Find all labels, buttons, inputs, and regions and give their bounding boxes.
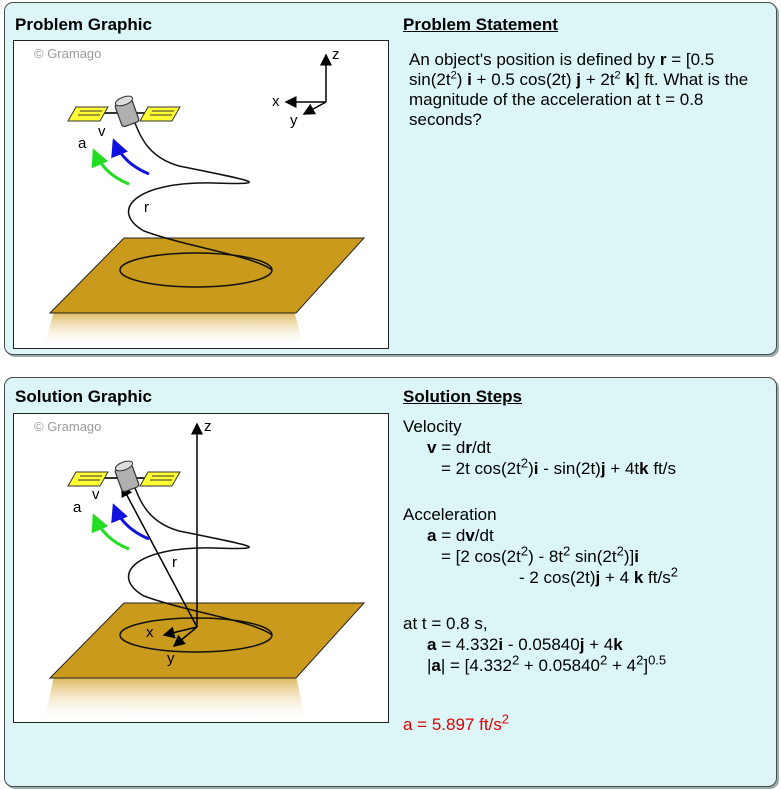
satellite-icon [68, 459, 180, 492]
velocity-line-1 [403, 437, 678, 458]
math-bold: j [579, 635, 585, 654]
math-text: | = [4.332 [440, 656, 512, 675]
y-axis-label: y [167, 650, 175, 667]
y-axis [304, 102, 326, 114]
statement-vector-r: r [659, 50, 667, 69]
satellite-icon [68, 94, 180, 127]
statement-unit-j: j [576, 70, 581, 89]
position-label: r [172, 554, 177, 571]
z-axis-label: z [332, 46, 340, 63]
math-bold: a [431, 656, 441, 675]
acceleration-line-1 [403, 525, 678, 546]
math-text: = [2 cos(2t [441, 547, 521, 566]
statement-exponent: 2 [450, 69, 457, 82]
math-text: + 4 [607, 656, 637, 675]
solution-steps [403, 416, 678, 735]
plate-shadow [44, 311, 304, 347]
math-text: ft/s [648, 459, 677, 478]
math-bold: k [613, 635, 623, 654]
velocity-arrow [114, 506, 149, 539]
problem-graphic-title: Problem Graphic [15, 15, 152, 34]
math-exponent: 2 [670, 564, 678, 580]
answer-text: a = 5.897 ft/s [403, 715, 502, 734]
math-text: | [427, 656, 432, 675]
math-text: + 4t [605, 459, 640, 478]
velocity-heading: Velocity [403, 417, 462, 436]
statement-part: ] ft. What is the magnitude of the acceleration at t = 0.8 seconds? [409, 70, 749, 129]
at-t-line-2 [403, 652, 678, 676]
velocity-line-2 [403, 455, 678, 479]
math-text: - 2 cos(2t) [519, 568, 596, 587]
math-bold: i [533, 459, 539, 478]
answer-exponent: 2 [501, 711, 509, 727]
math-text: ) [528, 459, 534, 478]
math-bold: i [634, 547, 639, 566]
math-bold: a [427, 526, 437, 545]
velocity-arrow [114, 141, 149, 174]
copyright-label: © Gramago [34, 46, 102, 61]
copyright-label: © Gramago [34, 419, 102, 434]
math-bold: j [595, 568, 601, 587]
problem-diagram [14, 41, 388, 348]
math-bold: i [498, 635, 504, 654]
math-text: + 4 [600, 568, 634, 587]
problem-statement-title: Problem Statement [403, 15, 558, 34]
solution-graphic [13, 413, 389, 723]
math-text: )] [623, 547, 635, 566]
math-exponent: 2 [636, 652, 644, 668]
math-bold: v [465, 526, 475, 545]
math-exponent: 2 [520, 543, 529, 559]
plate-shadow [44, 676, 306, 722]
y-axis-label: y [290, 112, 298, 129]
problem-graphic [13, 40, 389, 349]
math-bold: k [639, 459, 649, 478]
statement-part: = [0.5 sin(2t [409, 50, 715, 89]
statement-part: + 2t [580, 70, 615, 89]
x-axis-label: x [272, 93, 280, 110]
z-axis-label: z [204, 418, 212, 435]
math-text: sin(2t [570, 547, 617, 566]
acceleration-heading: Acceleration [403, 505, 497, 524]
math-text: = 2t cos(2t [441, 459, 521, 478]
math-text: ft/s [643, 568, 671, 587]
math-text: - 0.05840 [503, 635, 580, 654]
statement-part: + 0.5 cos(2t) [471, 70, 577, 89]
solution-panel [4, 377, 777, 787]
solution-steps-title: Solution Steps [403, 387, 522, 406]
math-bold: j [600, 459, 606, 478]
math-text: + 0.05840 [519, 656, 601, 675]
statement-unit-k: k [625, 70, 635, 89]
problem-panel [4, 2, 777, 355]
acceleration-line-3 [403, 564, 678, 588]
math-bold: a [427, 635, 437, 654]
math-text: /dt [474, 526, 494, 545]
math-bold: v [427, 438, 437, 457]
statement-unit-i: i [467, 70, 472, 89]
math-text: = d [436, 438, 466, 457]
statement-part: ) [456, 70, 468, 89]
final-answer [403, 711, 678, 735]
math-text: /dt [471, 438, 491, 457]
x-axis-label: x [146, 624, 154, 641]
math-text: ) - 8t [528, 547, 564, 566]
statement-exponent: 2 [614, 69, 621, 82]
math-exponent: 2 [563, 543, 571, 559]
velocity-label: v [92, 486, 100, 503]
position-label: r [144, 199, 149, 216]
math-exponent: 2 [511, 652, 520, 668]
math-exponent: 2 [616, 543, 624, 559]
math-text: ] [643, 656, 649, 675]
math-text: = d [436, 526, 466, 545]
problem-statement-text [409, 50, 769, 130]
math-exponent: 2 [600, 652, 608, 668]
math-text: + 4 [584, 635, 614, 654]
math-text: - sin(2t) [538, 459, 601, 478]
math-exponent: 0.5 [648, 652, 667, 668]
statement-part: An object's position is defined by [409, 50, 660, 69]
velocity-label: v [98, 123, 106, 140]
at-t-heading: at t = 0.8 s, [403, 614, 488, 633]
solution-graphic-title: Solution Graphic [15, 387, 152, 406]
math-text: = 4.332 [436, 635, 499, 654]
math-bold: k [633, 568, 644, 587]
acceleration-label: a [73, 499, 82, 516]
math-bold: r [465, 438, 472, 457]
acceleration-line-2 [403, 543, 678, 567]
solution-diagram [14, 414, 388, 722]
math-exponent: 2 [520, 455, 529, 471]
acceleration-label: a [78, 135, 87, 152]
